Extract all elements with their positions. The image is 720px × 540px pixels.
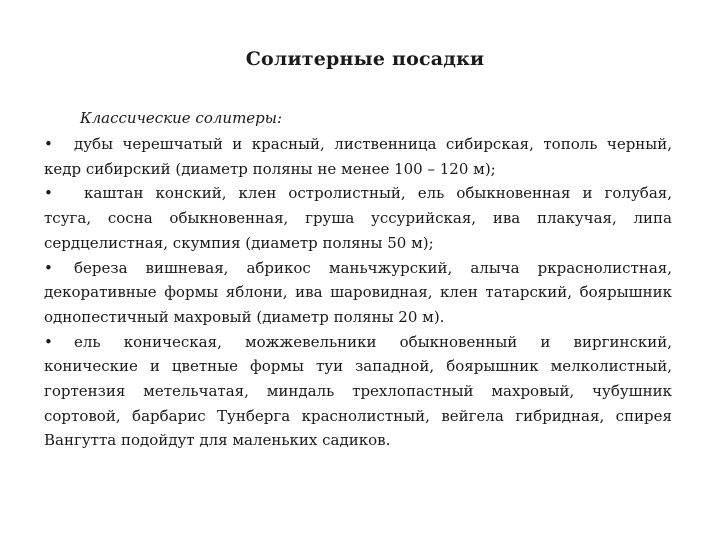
list-item-text: каштан конский, клен остролистный, ель обыкновенная и голубая, тсуга, сосна обыкновенная, груша уссурийская, ива плакучая, липа сердцелистная, скумпия (диаметр поляны 50 м); bbox=[44, 184, 672, 252]
bullet-icon: • bbox=[44, 184, 53, 203]
list-item-text: дубы черешчатый и красный, лиственница сибирская, тополь черный, кедр сибирский (диаметр поляны не менее 100 – 120 м); bbox=[44, 135, 672, 178]
list-item bbox=[44, 132, 672, 181]
list-item bbox=[44, 330, 672, 454]
list-item bbox=[44, 256, 672, 330]
bullet-icon: • bbox=[44, 135, 53, 153]
bullet-icon: • bbox=[44, 332, 53, 351]
list-item bbox=[44, 181, 672, 255]
slide-title: Солитерные посадки bbox=[245, 48, 485, 70]
list-item-text: ель коническая, можжевельники обыкновенный и виргинский, конические и цветные формы туи западной, боярышник мелколистный, гортензия метельчатая, миндаль трехлопастный махровый, чубушник сортовой, барбарис Тунберга краснолистный, вейгела гибридная, спирея Вангутта подойдут для маленьких садиков. bbox=[44, 332, 672, 450]
subtitle: Классические солитеры: bbox=[80, 109, 283, 127]
list-item-text: береза вишневая, абрикос маньчжурский, алыча ркраснолистная, декоративные формы яблони, ива шаровидная, клен татарский, боярышник однопестичный махровый (диаметр поляны 20 м). bbox=[44, 258, 672, 326]
bullet-icon: • bbox=[44, 258, 53, 277]
slide-content bbox=[44, 106, 672, 453]
